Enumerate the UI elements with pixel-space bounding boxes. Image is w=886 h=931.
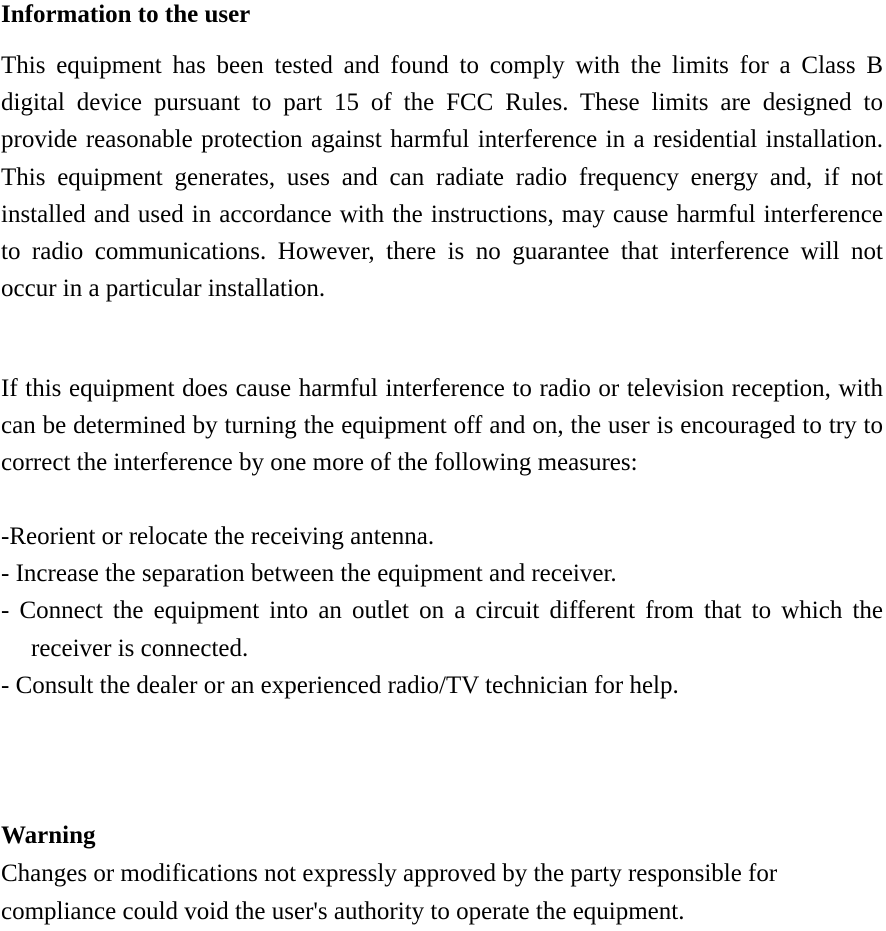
measures-list (1, 518, 883, 704)
interference-paragraph: If this equipment does cause harmful interference to radio or television reception, with can be determined by turning the equipment off and on, the user is encouraged to try to correct the interference by one more of the following measures: (1, 375, 883, 477)
warning-heading: Warning (1, 822, 96, 849)
info-heading: Information to the user (1, 1, 251, 28)
measure-item: - Increase the separation between the equipment and receiver. (1, 560, 617, 588)
measure-item: -Reorient or relocate the receiving antenna. (1, 523, 435, 550)
warning-text: Changes or modifications not expressly approved by the party responsible for compliance could void the user's authority to operate the equipment. (1, 860, 778, 925)
fcc-compliance-paragraph: This equipment has been tested and found to comply with the limits for a Class B digital device pursuant to part 15 of the FCC Rules. These limits are designed to provide reasonable protection against harmful interference in a residential installation. This equipment generates, uses and can radiate radio frequency energy and, if not installed and used in accordance with the instructions, may cause harmful interference to radio communications. However, there is no guarantee that interference will not occur in a particular installation. (1, 52, 883, 303)
measure-item: - Connect the equipment into an outlet on a circuit different from that to which the receiver is connected. (1, 597, 883, 662)
measure-item: - Consult the dealer or an experienced radio/TV technician for help. (1, 671, 679, 699)
